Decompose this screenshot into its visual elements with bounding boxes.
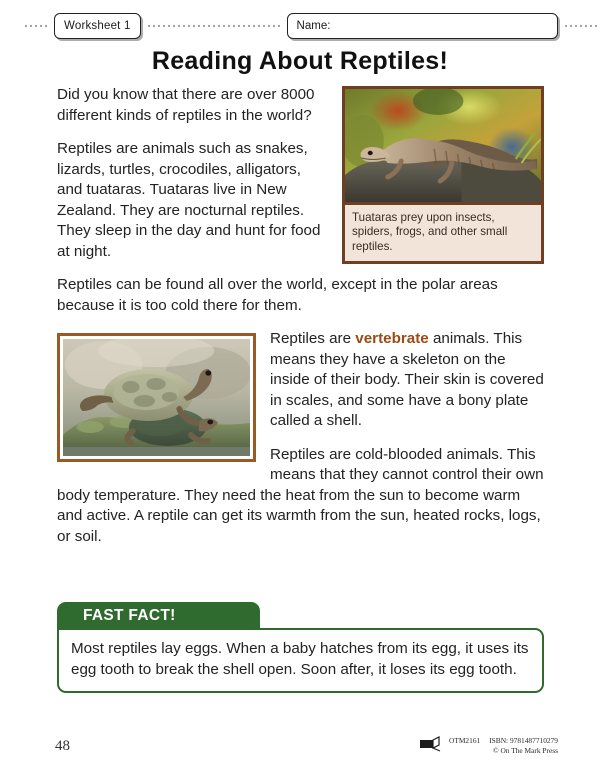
paragraph-kinds: Reptiles are animals such as snakes, lizards, turtles, crocodiles, alligators, and tuataras. Tuataras live in New Zealand. They are nocturnal reptiles. They sleep in the day and hunt for food at night. [57,140,321,260]
product-code: OTM2161 [449,736,481,745]
turtles-photo [63,339,250,456]
fast-fact-text: Most reptiles lay eggs. When a baby hatches from its egg, it uses its egg tooth to break the shell open. Soon after, it loses its egg tooth. [71,640,529,678]
header-dotted-rule-right [562,25,600,27]
paragraph-cold-blooded: Reptiles are cold-blooded animals. This means that they cannot control their own body temperature. They need the heat from the sun to become warm and active. A reptile can get its warmth from the sun, heated rocks, logs, or soil. [57,445,544,545]
name-field[interactable] [287,13,558,39]
tuatara-caption: Tuataras prey upon insects, spiders, frogs, and other small reptiles. [345,202,541,261]
fast-fact-tab-label: FAST FACT! [83,606,176,624]
copyright: © On The Mark Press [492,745,558,755]
paragraph-habitat: Reptiles can be found all over the world, except in the polar areas because it is too cold there for them. [57,276,498,314]
vertebrate-term: vertebrate [355,330,429,347]
fast-fact-tab [57,602,260,629]
figure-tuatara [342,86,544,264]
vertebrate-pre: Reptiles are [270,330,356,347]
publisher-logo-icon [418,736,442,757]
figure-turtles [57,333,256,462]
page-title: Reading About Reptiles! [151,47,449,75]
header-dotted-rule-left [22,25,50,27]
fast-fact-body [57,628,544,693]
fast-fact-callout [57,602,544,693]
worksheet-header [0,12,600,40]
publisher-meta [449,736,558,755]
worksheet-number-box [54,13,141,39]
worksheet-number-label: Worksheet 1 [64,20,131,32]
isbn: ISBN: 9781487710279 [489,736,558,745]
header-dotted-rule-middle [145,25,283,27]
page-number: 48 [55,738,70,754]
publisher-footer [418,736,558,757]
name-field-label: Name: [296,20,331,32]
paragraph-intro: Did you know that there are over 8000 different kinds of reptiles in the world? [57,86,315,124]
vertebrate-post: animals. This means they have a skeleton on the inside of their body. Their skin is covered in scales, and some have a bony plate called a shell. [270,330,544,429]
publisher-meta-row1 [449,736,558,746]
article-body [57,85,544,560]
tuatara-photo [345,89,541,202]
